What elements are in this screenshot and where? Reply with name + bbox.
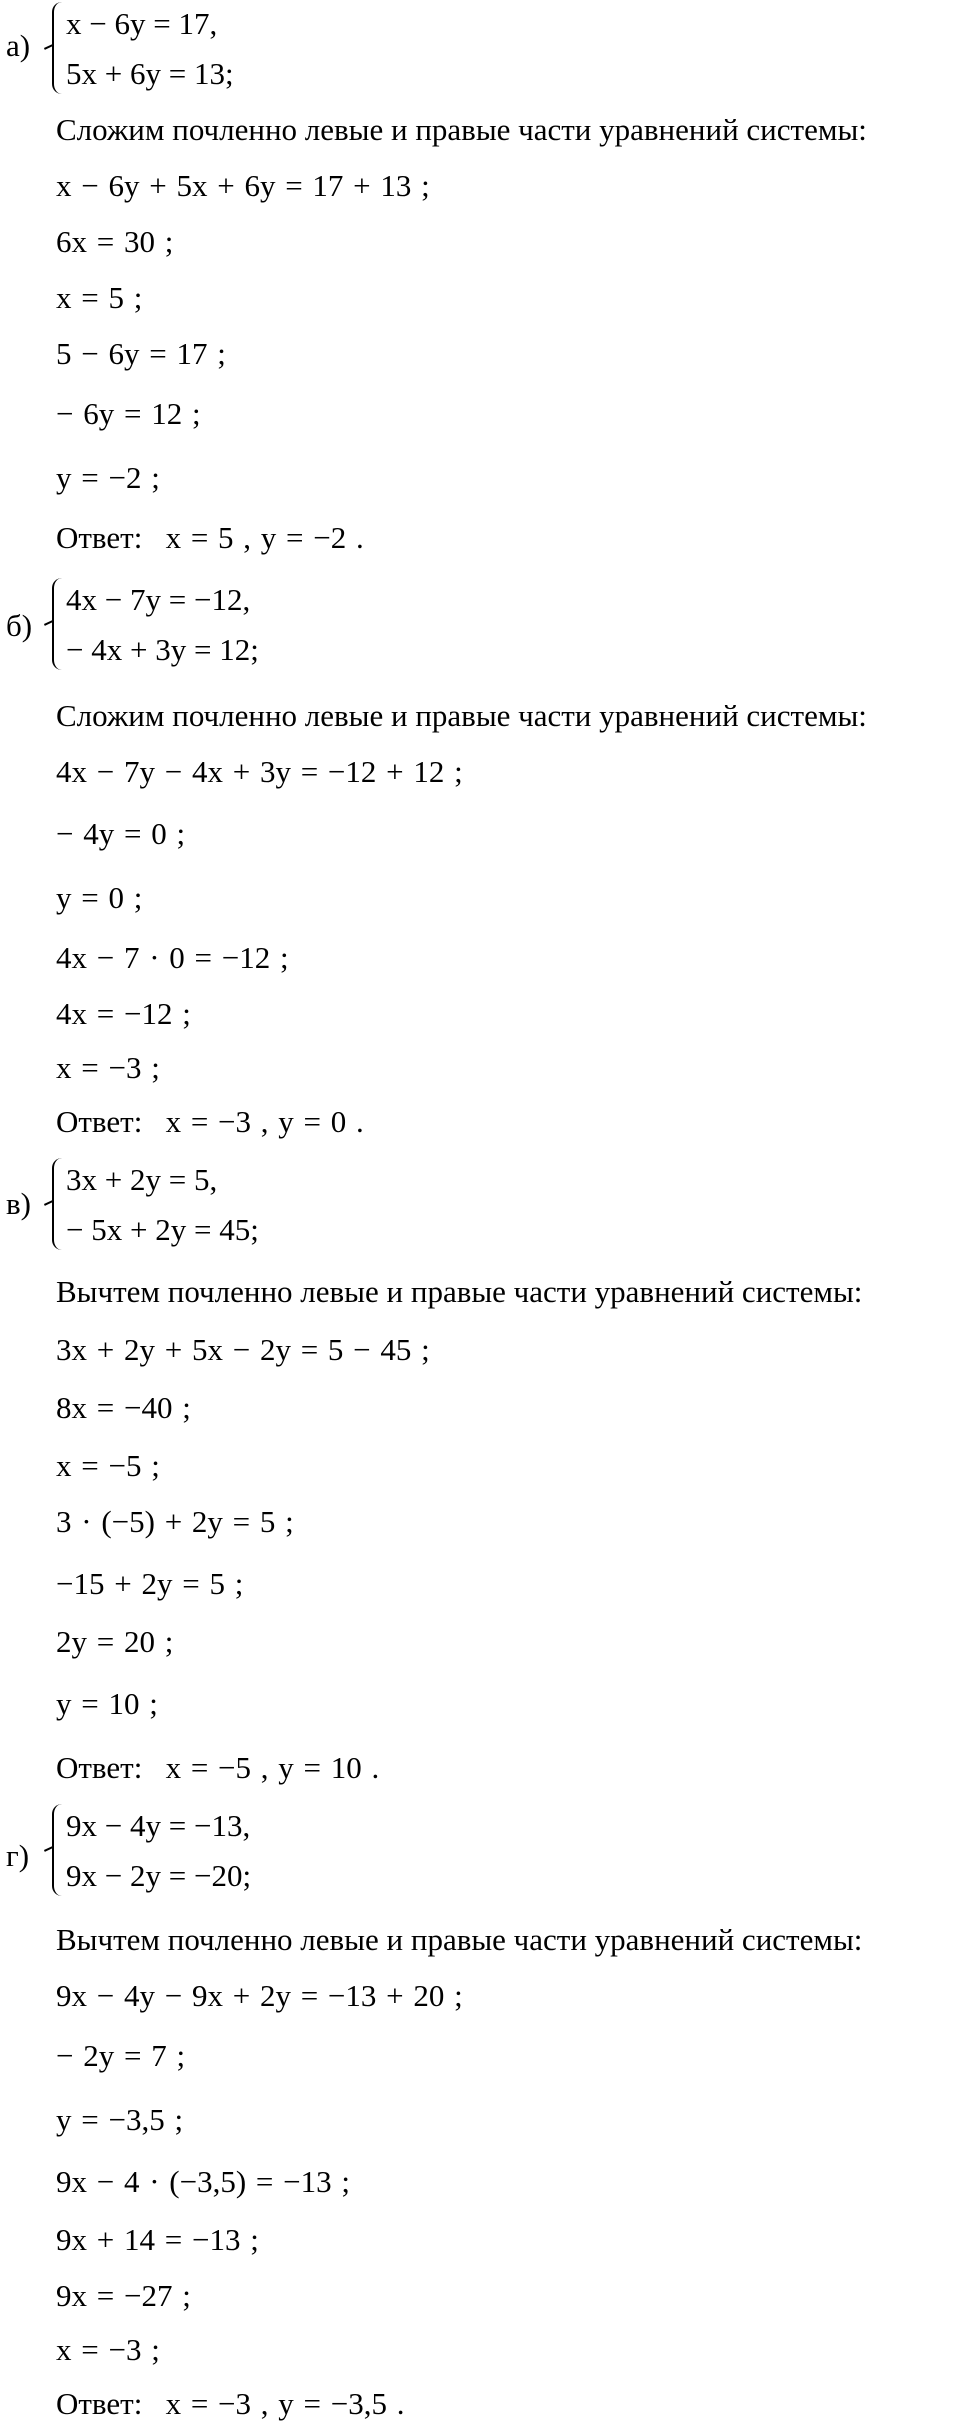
system-brace — [52, 1158, 62, 1250]
step-v-2: 8x = −40 ; — [56, 1390, 191, 1425]
part-label-v: в) — [6, 1186, 31, 1221]
step-v-6: 2y = 20 ; — [56, 1624, 174, 1659]
system-equation-2: 9x − 2y = −20; — [66, 1858, 252, 1893]
step-g-6: 9x = −27 ; — [56, 2278, 191, 2313]
step-b-5: 4x = −12 ; — [56, 996, 191, 1031]
part-label-g: г) — [6, 1838, 30, 1873]
answer-value: x = 5 , y = −2 . — [165, 520, 364, 555]
system-equation-1: 4x − 7y = −12, — [66, 582, 251, 617]
system-equation-1: 9x − 4y = −13, — [66, 1808, 251, 1843]
answer-v — [56, 1752, 379, 1783]
step-g-1: 9x − 4y − 9x + 2y = −13 + 20 ; — [56, 1978, 463, 2013]
part-label-a: а) — [6, 28, 31, 63]
answer-label: Ответ: — [56, 1104, 143, 1139]
answer-value: x = −3 , y = 0 . — [165, 1104, 364, 1139]
step-b-6: x = −3 ; — [56, 1050, 160, 1085]
step-g-5: 9x + 14 = −13 ; — [56, 2222, 259, 2257]
step-a-3: x = 5 ; — [56, 280, 143, 315]
instruction-b: Сложим почленно левые и правые части уравнений системы: — [56, 698, 867, 733]
step-b-2: − 4y = 0 ; — [56, 816, 186, 851]
answer-a — [56, 522, 364, 553]
step-g-3: y = −3,5 ; — [56, 2102, 184, 2137]
system-equation-2: − 5x + 2y = 45; — [66, 1212, 259, 1247]
system-equation-2: 5x + 6y = 13; — [66, 56, 234, 91]
instruction-v: Вычтем почленно левые и правые части уравнений системы: — [56, 1274, 863, 1309]
system-equation-1: 3x + 2y = 5, — [66, 1162, 218, 1197]
step-a-2: 6x = 30 ; — [56, 224, 174, 259]
step-v-3: x = −5 ; — [56, 1448, 160, 1483]
answer-b — [56, 1106, 364, 1137]
step-b-1: 4x − 7y − 4x + 3y = −12 + 12 ; — [56, 754, 463, 789]
step-a-1: x − 6y + 5x + 6y = 17 + 13 ; — [56, 168, 430, 203]
step-v-4: 3 · (−5) + 2y = 5 ; — [56, 1504, 294, 1539]
step-a-6: y = −2 ; — [56, 460, 160, 495]
answer-label: Ответ: — [56, 1750, 143, 1785]
step-g-2: − 2y = 7 ; — [56, 2038, 186, 2073]
step-g-7: x = −3 ; — [56, 2332, 160, 2367]
step-v-5: −15 + 2y = 5 ; — [56, 1566, 244, 1601]
step-g-4: 9x − 4 · (−3,5) = −13 ; — [56, 2164, 351, 2199]
system-brace — [52, 1804, 62, 1896]
part-label-b: б) — [6, 608, 33, 643]
instruction-g: Вычтем почленно левые и правые части уравнений системы: — [56, 1922, 863, 1957]
step-b-3: y = 0 ; — [56, 880, 143, 915]
system-equation-1: x − 6y = 17, — [66, 6, 218, 41]
step-v-1: 3x + 2y + 5x − 2y = 5 − 45 ; — [56, 1332, 430, 1367]
step-a-4: 5 − 6y = 17 ; — [56, 336, 226, 371]
instruction-a: Сложим почленно левые и правые части уравнений системы: — [56, 112, 867, 147]
system-equation-2: − 4x + 3y = 12; — [66, 632, 259, 667]
answer-g — [56, 2388, 405, 2419]
system-brace — [52, 2, 62, 94]
step-v-7: y = 10 ; — [56, 1686, 158, 1721]
answer-label: Ответ: — [56, 520, 143, 555]
step-a-5: − 6y = 12 ; — [56, 396, 201, 431]
answer-label: Ответ: — [56, 2386, 143, 2421]
answer-value: x = −3 , y = −3,5 . — [165, 2386, 405, 2421]
system-brace — [52, 578, 62, 670]
step-b-4: 4x − 7 · 0 = −12 ; — [56, 940, 289, 975]
answer-value: x = −5 , y = 10 . — [165, 1750, 380, 1785]
